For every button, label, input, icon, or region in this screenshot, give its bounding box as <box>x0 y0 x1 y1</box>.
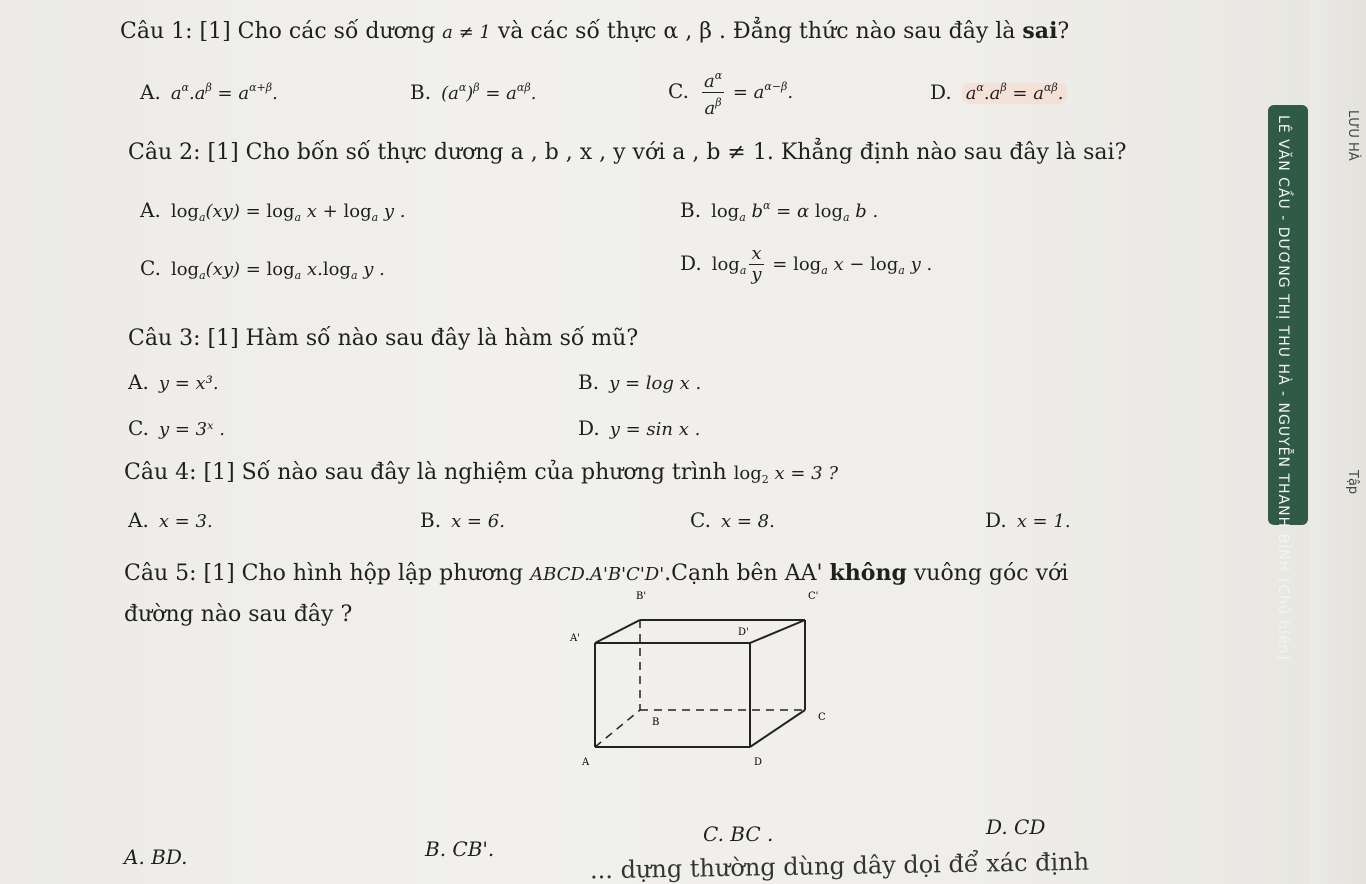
edge-d1-c1 <box>750 620 805 643</box>
q1-option-b: B. $(a^\alpha)^\beta = a^{\alpha\beta}$. <box>410 80 537 104</box>
q5-option-d: D. CD <box>986 815 1046 839</box>
q1-option-a: A. $a^\alpha.a^\beta = a^{\alpha+\beta}$. <box>140 80 278 104</box>
q5-bold-word: không <box>829 560 907 586</box>
q2-option-c: C. $\log_a(xy) = \log_a x.\log_a$ y . <box>140 256 385 282</box>
q4-option-a: A. x = 3. <box>128 508 213 532</box>
q4-option-d: D. x = 1. <box>985 508 1071 532</box>
q4-option-b: B. x = 6. <box>420 508 505 532</box>
q1-option-c: C. $\frac{a^\alpha}{a^\beta}$ = $a^{\alpha-\beta}$. <box>668 66 793 119</box>
cuboid-figure <box>560 585 850 770</box>
q2-option-a: A. $\log_a(xy) = \log_a x + \log_a y$ . <box>140 198 406 224</box>
q4-option-c: C. x = 8. <box>690 508 775 532</box>
q1-sai: sai <box>1022 18 1058 44</box>
q1-condition: a ≠ 1 <box>442 22 491 43</box>
q5-option-b: B. CB'. <box>425 837 495 861</box>
label-c: C <box>818 712 826 723</box>
question-5-line2: đường nào sau đây ? <box>124 602 353 627</box>
q5-option-c: C. BC . <box>703 822 774 846</box>
question-2-stem: Câu 2: [1] Cho bốn số thực dương a , b , x , y với a , b ≠ 1. Khẳng định nào sau đây là sai? <box>128 140 1127 165</box>
edge-a1-b1 <box>595 620 640 643</box>
q3-option-d: D. y = sin x . <box>578 416 701 440</box>
hidden-edge-a-b <box>595 710 640 747</box>
q3-option-b: B. y = log x . <box>578 370 702 394</box>
label-b: B <box>652 717 660 728</box>
label-a-prime: A' <box>570 633 580 644</box>
side-fragment-top: LƯU HÀ <box>1345 110 1360 161</box>
side-fragment-bottom: Tập <box>1345 470 1360 495</box>
question-1-stem: Câu 1: [1] Cho các số dương a ≠ 1 và các số thực α , β . Đẳng thức nào sau đây là sai? <box>120 18 1070 44</box>
question-4-stem: Câu 4: [1] Số nào sau đây là nghiệm của phương trình $\log_2 x = 3$ ? <box>124 460 839 486</box>
question-5-stem: Câu 5: [1] Cho hình hộp lập phương ABCD.A'B'C'D'.Cạnh bên AA' không vuông góc với <box>124 560 1069 586</box>
side-banner-text: LÊ VĂN CẦU - DƯƠNG THỊ THU HÀ - NGUYỄN THANH BÌNH (Chủ biên) <box>1275 115 1291 661</box>
footer-cut-text: ... dựng thường dùng dây dọi để xác định <box>589 847 1090 884</box>
label-b-prime: B' <box>636 591 647 602</box>
q2-option-b: B. $\log_a b^\alpha = \alpha$ $\log_a b$ . <box>680 198 879 224</box>
q3-option-c: C. y = 3ˣ . <box>128 416 225 440</box>
q4-equation: x = 3 ? <box>774 463 839 484</box>
q5-option-a: A. BD. <box>124 845 188 869</box>
q1-option-d: D. $a^\alpha.a^\beta = a^{\alpha\beta}$. <box>930 80 1067 104</box>
label-d: D <box>754 757 763 768</box>
q4-head: Câu 4: [1] Số nào sau đây là nghiệm của phương trình <box>124 460 727 485</box>
q1-mid: và các số thực α , β . Đẳng thức nào sau đây là <box>497 19 1016 44</box>
label-a: A <box>582 757 590 768</box>
q5-shape: ABCD.A'B'C'D' <box>530 564 665 585</box>
label-d-prime: D' <box>738 627 749 638</box>
q2-option-d: D. $\log_a$ $\frac{x}{y}$ = $\log_a x - \log_a y$ . <box>680 243 933 285</box>
q3-option-a: A. y = x³. <box>128 370 219 394</box>
question-3-stem: Câu 3: [1] Hàm số nào sau đây là hàm số mũ? <box>128 326 639 351</box>
label-c-prime: C' <box>808 591 819 602</box>
q1-head: Câu 1: [1] Cho các số dương <box>120 19 436 44</box>
edge-d-c <box>750 710 805 747</box>
